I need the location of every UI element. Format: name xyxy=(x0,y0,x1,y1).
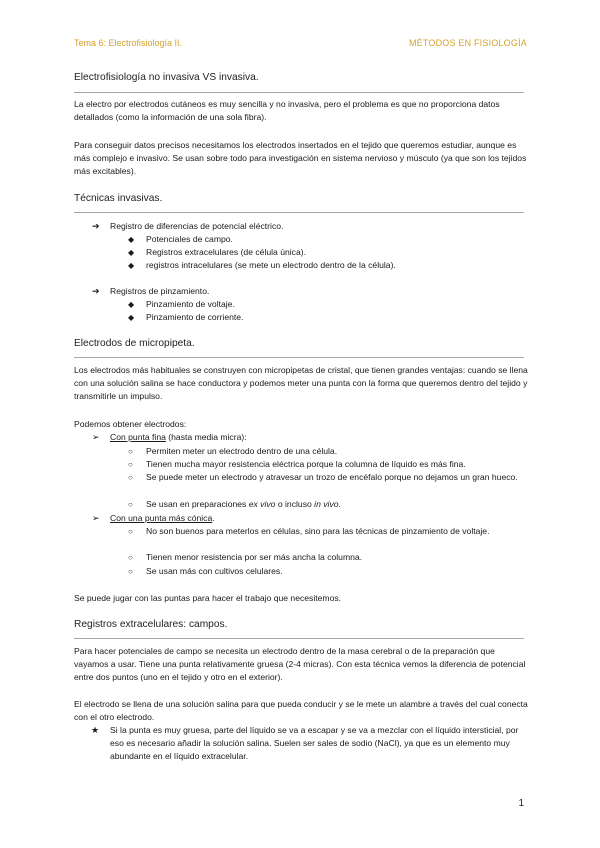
diamond-bullet-icon: ◆ xyxy=(128,300,135,309)
circle-bullet-icon: ○ xyxy=(128,527,133,536)
paragraph: La electro por electrodos cutáneos es muy sencilla y no invasiva, pero el problema es que no proporciona datos detallados (como la información de una sola fibra). xyxy=(74,99,500,123)
list-item: Potenciales de campo. xyxy=(146,234,233,244)
list-item xyxy=(146,498,528,511)
list-item: Registros de pinzamiento. xyxy=(110,286,210,296)
fine-tip-label: Con punta fina xyxy=(110,432,166,442)
text-run: Se usan en preparaciones xyxy=(146,499,249,509)
conic-tip-label: Con una punta más cónica xyxy=(110,513,213,523)
paragraph: Los electrodos más habituales se construyen con micropipetas de cristal, que tienen grandes ventajas: cuando se llena con una solución salina se hace conductora y podemos meter una punta con la forma que queremos dentro del tejido y transmitirle un impulso. xyxy=(74,365,528,402)
section-divider xyxy=(74,638,524,639)
circle-bullet-icon: ○ xyxy=(128,460,133,469)
diamond-bullet-icon: ◆ xyxy=(128,235,135,244)
text-run: o incluso xyxy=(275,499,315,509)
list-item: No son buenos para meterlos en células, sino para las técnicas de pinzamiento de voltaje. xyxy=(146,526,490,536)
star-bullet-icon: ★ xyxy=(91,725,100,735)
list-item: Pinzamiento de corriente. xyxy=(146,312,244,322)
section-divider xyxy=(74,212,524,213)
circle-bullet-icon: ○ xyxy=(128,447,133,456)
section-title-invasive: Técnicas invasivas. xyxy=(74,193,163,204)
diamond-bullet-icon: ◆ xyxy=(128,313,135,322)
list-item: Se usan más con cultivos celulares. xyxy=(146,566,283,576)
arrow-bullet-icon: ➔ xyxy=(92,221,100,231)
arrowhead-bullet-icon: ➢ xyxy=(92,432,100,442)
paragraph: Para hacer potenciales de campo se necesita un electrodo dentro de la masa cerebral o de la preparación que vayamos a usar. Tiene una punta relativamente gruesa (2-4 micras). Con esta técnica vemos la diferencia de potencial entre dos puntos (uno en el tejido y otro en el exterior). xyxy=(74,646,526,683)
diamond-bullet-icon: ◆ xyxy=(128,261,135,270)
page-number: 1 xyxy=(518,798,524,809)
section-title-micropipette: Electrodos de micropipeta. xyxy=(74,338,195,349)
text-run: . xyxy=(338,499,341,509)
paragraph: Se puede jugar con las puntas para hacer el trabajo que necesitemos. xyxy=(74,593,342,603)
header-topic: Tema 6: Electrofisiología II. xyxy=(74,38,183,48)
list-item: registros intracelulares (se mete un electrodo dentro de la célula). xyxy=(146,260,396,270)
list-item: Pinzamiento de voltaje. xyxy=(146,299,235,309)
list-item: Tienen menor resistencia por ser más ancha la columna. xyxy=(146,552,363,562)
list-item xyxy=(110,431,247,444)
list-item: Si la punta es muy gruesa, parte del líquido se va a escapar y se va a mezclar con el líquido intersticial, por eso es necesario añadir la solución salina. Suelen ser sales de sodio (NaCl), ya que es un elemento muy abundante en el líquido extracelular. xyxy=(110,725,519,761)
section-title-extracellular: Registros extracelulares: campos. xyxy=(74,619,228,630)
list-item xyxy=(110,512,215,525)
list-item: Permiten meter un electrodo dentro de una célula. xyxy=(146,446,338,456)
circle-bullet-icon: ○ xyxy=(128,553,133,562)
diamond-bullet-icon: ◆ xyxy=(128,248,135,257)
arrow-bullet-icon: ➔ xyxy=(92,286,100,296)
circle-bullet-icon: ○ xyxy=(128,500,133,509)
arrowhead-bullet-icon: ➢ xyxy=(92,513,100,523)
list-item: Registro de diferencias de potencial eléctrico. xyxy=(110,221,284,231)
paragraph: Podemos obtener electrodos: xyxy=(74,419,187,429)
text-run-italic: ex vivo xyxy=(248,499,276,509)
conic-tip-suffix: . xyxy=(212,513,215,523)
fine-tip-suffix: (hasta media micra): xyxy=(165,432,247,442)
list-item: Se puede meter un electrodo y atravesar un trozo de encéfalo porque no dejamos un gran hueco. xyxy=(146,472,518,482)
list-item: Tienen mucha mayor resistencia eléctrica porque la columna de líquido es más fina. xyxy=(146,459,466,469)
circle-bullet-icon: ○ xyxy=(128,473,133,482)
circle-bullet-icon: ○ xyxy=(128,567,133,576)
section-divider xyxy=(74,357,524,358)
section-title-noninvasive: Electrofisiología no invasiva VS invasiva. xyxy=(74,72,259,83)
section-divider xyxy=(74,92,524,93)
text-run-italic: in vivo xyxy=(314,499,339,509)
paragraph: El electrodo se llena de una solución salina para que pueda conducir y se le mete un alambre a través del cual conecta con el otro electrodo. xyxy=(74,699,528,723)
header-course: MÉTODOS EN FISIOLOGÍA xyxy=(408,38,527,48)
list-item: Registros extracelulares (de célula única). xyxy=(146,247,307,257)
paragraph: Para conseguir datos precisos necesitamos los electrodos insertados en el tejido que queremos estudiar, aunque es más complejo e invasivo. Se usan sobre todo para investigación en sistema nervioso y músculo (ya que son los tejidos más excitables). xyxy=(74,140,527,177)
